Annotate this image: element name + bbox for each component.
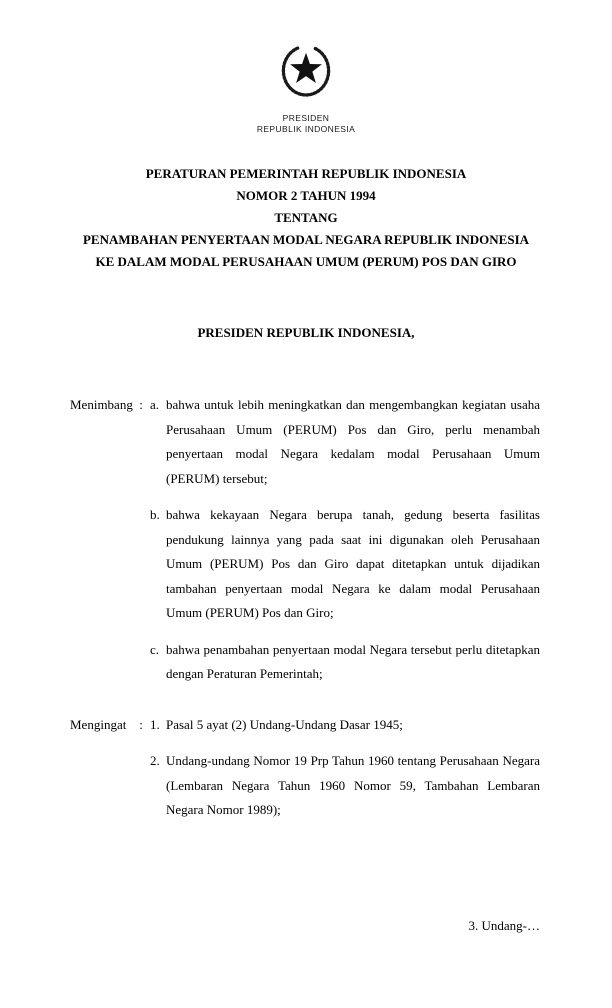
item-marker: a. [150, 397, 160, 412]
item-marker: 1. [150, 716, 160, 732]
item-text: Undang-undang Nomor 19 Prp Tahun 1960 tentang Perusahaan Negara (Lembaran Negara Tahun 1960 Nomor 59, Tambahan Lembaran Negara Nomor 1989); [166, 753, 540, 817]
title-line-5: KE DALAM MODAL PERUSAHAAN UMUM (PERUM) POS DAN GIRO [95, 254, 517, 269]
legal-basis-label: Mengingat [70, 716, 127, 732]
item-text: bahwa kekayaan Negara berupa tanah, gedung beserta fasilitas pendukung lainnya yang pada saat ini digunakan oleh Perusahaan Umum (PERUM) Pos dan Giro dapat ditetapkan untuk dijadikan tambahan penyertaan modal Negara ke dalam modal Perusahaan Umum (PERUM) Pos dan Giro; [166, 507, 540, 620]
legal-basis-item-2 [150, 749, 540, 823]
letterhead-line-presiden: PRESIDEN [282, 113, 330, 123]
presidential-star-seal-icon [264, 36, 348, 113]
considerations-label: Menimbang [70, 397, 133, 412]
title-line-4: PENAMBAHAN PENYERTAAN MODAL NEGARA REPUBLIK INDONESIA [82, 232, 530, 247]
considerations-separator: : [139, 397, 143, 412]
title-line-1: PERATURAN PEMERINTAH REPUBLIK INDONESIA [145, 166, 467, 181]
item-marker: b. [150, 507, 160, 522]
title-line-2: NOMOR 2 TAHUN 1994 [236, 188, 376, 203]
item-marker: c. [150, 641, 160, 657]
consideration-item-a [150, 393, 540, 491]
letterhead [0, 0, 612, 135]
considerations-section [0, 393, 612, 687]
document-title [0, 163, 612, 273]
consideration-item-b [150, 503, 540, 626]
legal-basis-items [150, 713, 540, 823]
page-catchword: 3. Undang-… [468, 918, 540, 933]
legal-basis-item-1 [150, 713, 540, 738]
letterhead-line-republik-indonesia: REPUBLIK INDONESIA [256, 124, 356, 134]
salutation-line: PRESIDEN REPUBLIK INDONESIA, [197, 325, 415, 340]
legal-basis-section [0, 713, 612, 823]
title-line-3: TENTANG [274, 210, 338, 225]
item-marker: 2. [150, 753, 160, 768]
considerations-items [150, 393, 540, 687]
item-text: Pasal 5 ayat (2) Undang-Undang Dasar 1945; [166, 716, 403, 732]
legal-basis-separator: : [139, 716, 143, 732]
item-text: bahwa untuk lebih meningkatkan dan mengembangkan kegiatan usaha Perusahaan Umum (PERUM) Pos dan Giro, perlu menambah penyertaan modal Negara kedalam modal Perusahaan Umum (PERUM) tersebut; [166, 397, 540, 486]
item-text: bahwa penambahan penyertaan modal Negara tersebut perlu ditetapkan dengan Peraturan Pemerintah; [166, 641, 540, 681]
consideration-item-c [150, 638, 540, 687]
